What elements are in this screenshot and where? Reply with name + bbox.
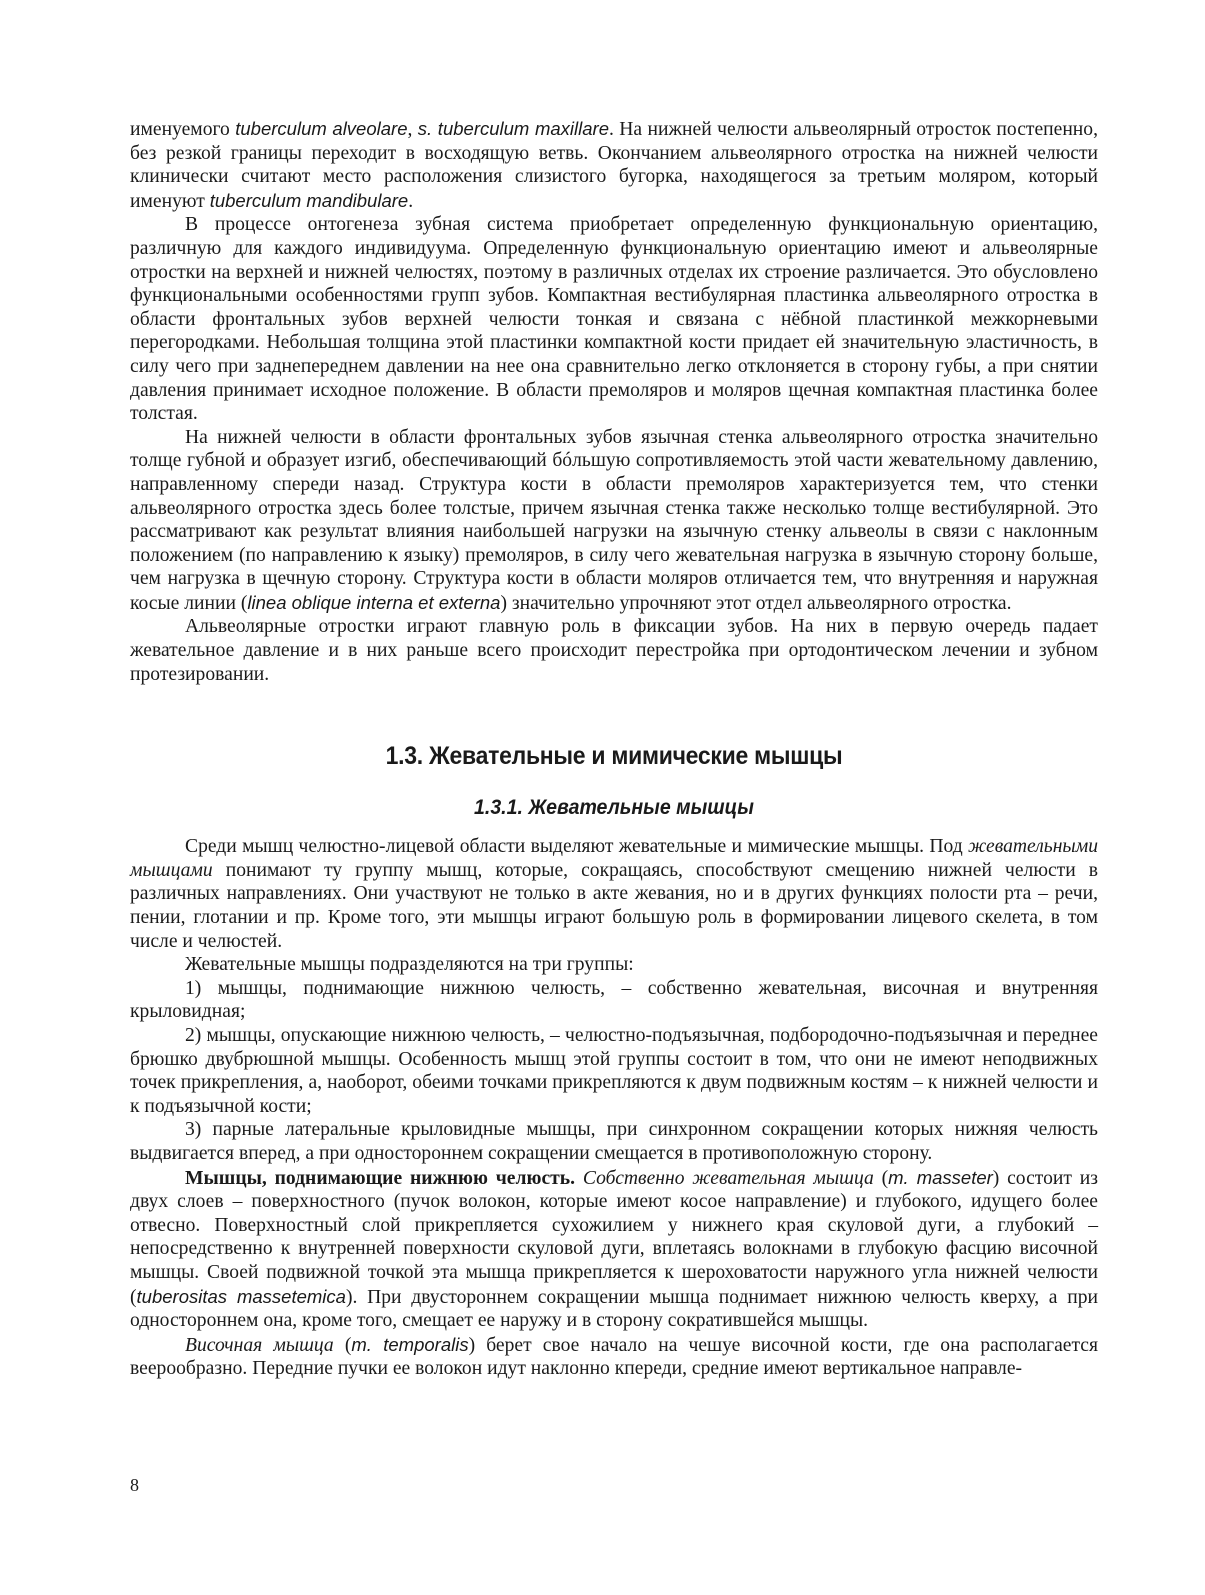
paragraph-p10 [130,1166,1098,1333]
paragraph-p9 [130,1118,1098,1165]
paragraph-p5 [130,835,1098,953]
text-run: Мышцы, поднимающие нижнюю челюсть. [185,1167,576,1189]
text-run: понимают ту группу мышц, которые, сокращаясь, способствуют смещению нижней челюсти в различных направлениях. Они участвуют не только в акте жевания, но и в других функциях полости рта – речи, пении, глотании и пр. Кроме того, эти мышцы играют большую роль в формировании лицевого скелета, в том числе и челюстей. [130,859,1098,952]
text-run: 3) парные латеральные крыловидные мышцы, при синхронном сокращении которых нижняя челюсть выдвигается вперед, а при одностороннем сокращении смещается в противоположную сторону. [130,1119,1098,1164]
text-run: Височная мышца [185,1334,334,1356]
paragraph-p4 [130,615,1098,686]
text-run: , [407,119,418,140]
page-number: 8 [130,1475,139,1495]
text-run: На нижней челюсти в области фронтальных зубов язычная стенка альвеолярного отростка значительно толще губной и образует изгиб, обеспечивающий бóльшую сопротивляемость этой части жевательному давлению, направленному спереди назад. Структура кости в области премоляров характеризуется тем, что стенки альвеолярного отростка здесь более толстые, причем язычная стенка также несколько толще вестибулярной. Это рассматривают как результат влияния наибольшей нагрузки на язычную стенку альвеолы в связи с наклонным положением (по направлению к языку) премоляров, в силу чего жевательная нагрузка в язычную сторону больше, чем нагрузка в щечную сторону. Структура кости в области моляров отличается тем, что внутренняя и наружная косые линии ( [130,426,1098,614]
paragraph-p2 [130,213,1098,425]
paragraph-p11 [130,1333,1098,1381]
text-run: Среди мышц челюстно-лицевой области выделяют жевательные и мимические мышцы. Под [185,836,969,858]
paragraph-p6 [130,953,1098,977]
text-run: tuberculum alveolare [235,118,408,139]
text-run: ( [873,1167,889,1189]
body-text-bottom [130,835,1098,1381]
text-run: ). При двустороннем сокращении мышца поднимает нижнюю челюсть кверху, а при одностороннем она, кроме того, смещает ее наружу и в сторону сократившейся мышцы. [130,1286,1098,1332]
text-run: Альвеолярные отростки играют главную роль в фиксации зубов. На них в первую очередь падает жевательное давление и в них раньше всего происходит перестройка при ортодонтическом лечении и зубном протезировании. [130,616,1098,685]
text-run: ( [333,1334,352,1356]
text-run: именуемого [130,119,236,140]
text-run: ) значительно упрочняют этот отдел альвеолярного отростка. [500,592,1012,614]
paragraph-p3 [130,426,1098,616]
text-run: 1) мышцы, поднимающие нижнюю челюсть, – собственно жевательная, височная и внутренняя крыловидная; [130,977,1098,1023]
page-body [130,117,1098,1381]
text-run: Собственно жевательная мышца [582,1167,874,1189]
text-run [575,1168,583,1189]
text-run: Жевательные мышцы подразделяются на три группы: [185,954,634,976]
text-run: m. masseter [888,1166,993,1188]
text-run: . [408,190,414,212]
text-run: tuberositas masseteтica [136,1285,346,1307]
section-title: 1.3. Жевательные и мимические мышцы [385,742,843,771]
text-run: В процессе онтогенеза зубная система приобретает определенную функциональную ориентацию, различную для каждого индивидуума. Определенную функциональную ориентацию имеют и альвеолярные отростки на верхней и нижней челюстях, поэтому в различных отделах их строение различается. Это обусловлено функциональными особенностями групп зубов. Компактная вестибулярная пластинка альвеолярного отростка в области фронтальных зубов верхней челюсти тонкая и связана с нёбной пластинкой межкорневыми перегородками. Небольшая толщина этой пластинки компактной кости придает ей значительную эластичность, в силу чего при заднепереднем давлении на нее она сравнительно легко отклоняется в сторону губы, а при снятии давления принимает исходное положение. В области премоляров и моляров щечная компактная пластинка более толстая. [130,214,1098,425]
text-run: ) берет свое начало на чешуе височной кости, где она располагается веерообразно. Передние пучки ее волокон идут наклонно кпереди, средние имеют вертикальное направле- [130,1334,1098,1380]
text-run: linea oblique interna et externa [247,591,501,613]
text-run: m. temporalis [351,1333,469,1355]
text-run: . На нижней челюсти альвеолярный отросток постепенно, без резкой границы переходит в восходящую ветвь. Окончанием альвеолярного отростка на нижней челюсти клинически считают место расположения слизистого бугорка, находящегося за третьим моляром, который именуют [130,119,1098,212]
paragraph-p7 [130,977,1098,1024]
body-text-top [130,117,1098,686]
text-run: жевательными мышцами [130,836,1098,881]
paragraph-p1 [130,117,1098,213]
subsection-title: 1.3.1. Жевательные мышцы [474,796,754,820]
text-run: tuberculum mandibulare [209,189,409,211]
text-run: 2) мышцы, опускающие нижнюю челюсть, – челюстно-подъязычная, подбородочно-подъязычная и переднее брюшко двубрюшной мышцы. Особенность мышц этой группы состоит в том, что они не имеют неподвижных точек прикрепления, а, наоборот, обеими точками прикрепляются к двум подвижным костям – к нижней челюсти и к подъязычной кости; [130,1025,1098,1117]
paragraph-p8 [130,1024,1098,1118]
text-run: s. tuberculum maxillare [417,118,609,139]
text-run: ) состоит из двух слоев – поверхностного (пучок волокон, которые имеют косое направление) и глубокого, идущего более отвесно. Поверхностный слой прикрепляется сухожилием у нижнего края скуловой дуги, а глубокий – непосредственно к внутренней поверхности скуловой дуги, вплетаясь волокнами в глубокую фасцию височной мышцы. Своей подвижной точкой эта мышца прикрепляется к шероховатости наружного угла нижней челюсти ( [130,1167,1098,1308]
